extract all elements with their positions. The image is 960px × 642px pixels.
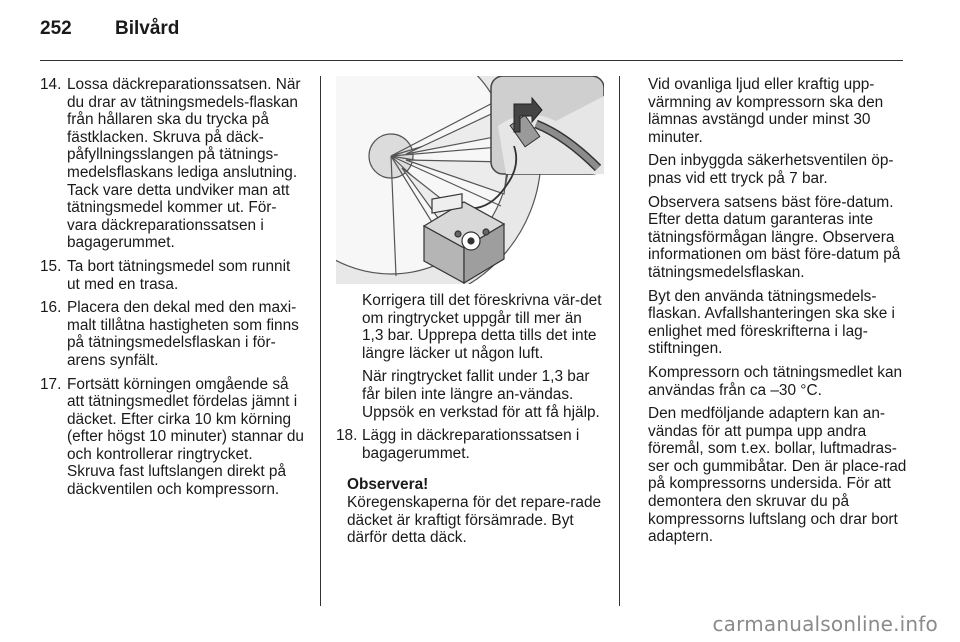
paragraph-noise: Vid ovanliga ljud eller kraftig upp-värmning av kompressorn ska den lämnas avstängd under minst 30 minuter. xyxy=(648,76,884,146)
paragraph-temperature: Kompressorn och tätningsmedlet kan användas från ca –30 °C. xyxy=(648,363,903,399)
paragraph-pressure-below: När ringtrycket fallit under 1,3 bar får bilen inte längre an-vändas. Uppsök en verkstad för att få hjälp. xyxy=(362,368,600,421)
paragraph-correct-pressure: Korrigera till det föreskrivna vär-det om ringtrycket uppgår till mer än 1,3 bar. Upprepa detta tills det inte längre läcker ut någon luft. xyxy=(362,292,602,362)
header-rule xyxy=(40,60,903,61)
column-middle xyxy=(336,76,604,553)
paragraph-safety-valve: Den inbyggda säkerhetsventilen öp-pnas vid ett tryck på 7 bar. xyxy=(648,152,894,187)
column-right xyxy=(648,76,908,552)
step-18: 18. Lägg in däckreparationssatsen i bagagerummet. xyxy=(336,427,580,462)
step-15: 15. Ta bort tätningsmedel som runnit ut med en trasa. xyxy=(40,257,291,293)
paragraph-adapter: Den medföljande adaptern kan an-vändas för att pumpa upp andra föremål, som t.ex. bollar, luftmadras-ser och gummibåtar. Den är place-rad på kompressorns undersida. För att demontera den skruvar du på kompressorns luftslang och drar bort adaptern. xyxy=(648,405,907,546)
step-14: 14. Lossa däckreparationssatsen. När du drar av tätningsmedels-flaskan från hållaren ska du trycka på fästklacken. Skruva på däck-påfyllningsslangen på tätnings-medelsflaskans lediga anslutning. Tack vare detta undviker man att tätningsmedel kommer ut. För-vara däckreparationssatsen i bagagerummet. xyxy=(40,76,301,252)
wheel-compressor-icon xyxy=(336,76,604,284)
step-17: 17. Fortsätt körningen omgående så att tätningsmedlet fördelas jämnt i däcket. Efter cirka 10 km körning (efter högst 10 minuter) stannar du och kontrollerar ringtrycket. Skruva fast luftslangen direkt på däckventilen och kompressorn. xyxy=(40,375,304,499)
step-16: 16. Placera den dekal med den maxi-malt tillåtna hastigheten som finns på tätningsmedelsflaskan i för-arens synfält. xyxy=(40,299,299,369)
step-list-middle xyxy=(336,427,604,462)
column-divider-2 xyxy=(619,76,620,606)
tyre-repair-kit-illustration xyxy=(336,76,604,284)
note-text: Köregenskaperna för det repare-rade däcket är kraftigt försämrade. Byt därför detta däck. xyxy=(347,493,602,547)
page-number: 252 xyxy=(40,18,72,39)
paragraph-best-before: Observera satsens bäst före-datum. Efter detta datum garanteras inte tätningsförmågan längre. Observera informationen om bäst före-datum på tätningsmedelsflaskan. xyxy=(648,193,901,281)
paragraph-replace-bottle: Byt den använda tätningsmedels-flaskan. Avfallshanteringen ska ske i enlighet med föreskrifterna i lag-stiftningen. xyxy=(648,287,895,358)
watermark: carmanualsonline.info xyxy=(712,612,938,636)
column-left xyxy=(40,76,304,505)
note-title: Observera! xyxy=(347,476,429,494)
step-list-left xyxy=(40,76,304,499)
page-header xyxy=(40,18,179,48)
section-title: Bilvård xyxy=(115,18,180,39)
column-divider-1 xyxy=(320,76,321,606)
